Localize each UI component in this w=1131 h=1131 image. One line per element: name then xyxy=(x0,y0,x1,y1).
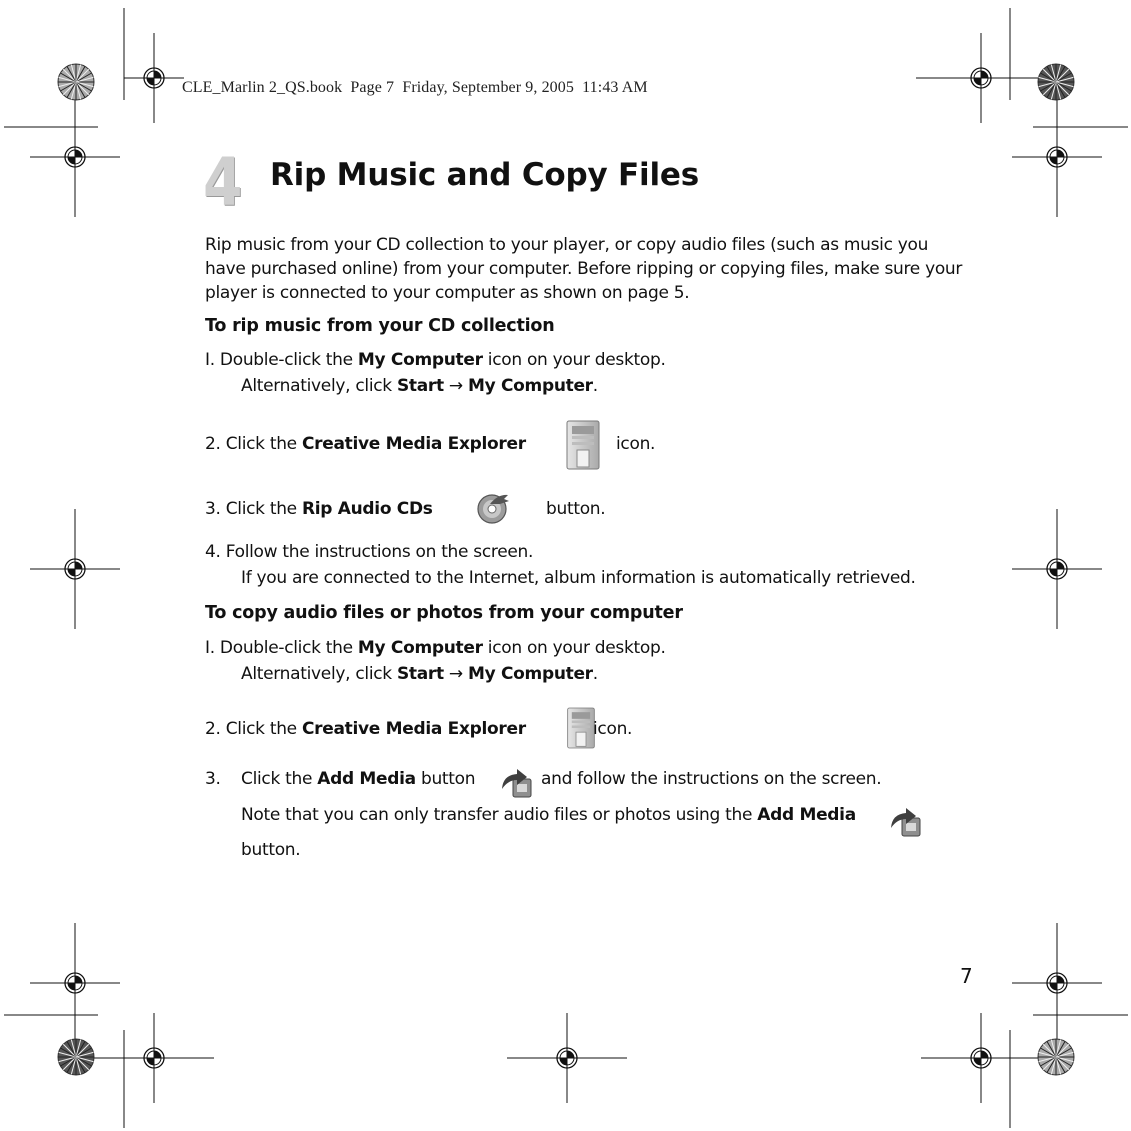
copy-step-1 xyxy=(205,638,666,658)
creative-media-explorer-icon xyxy=(565,420,601,474)
rip-audio-cds-icon xyxy=(476,490,512,530)
rip-step-1-alt xyxy=(241,376,598,396)
copy-step-2 xyxy=(205,719,526,739)
rip-step-3-bold: Rip Audio CDs xyxy=(301,499,433,519)
chapter-number: 4 xyxy=(203,144,243,221)
rip-step-4-note: If you are connected to the Internet, album information is automatically retrieved. xyxy=(241,568,916,588)
intro-line-3: player is connected to your computer as shown on page 5. xyxy=(205,283,690,303)
registration-mark-icon xyxy=(94,1013,214,1103)
copy-step-2-prefix: 2. Click the xyxy=(205,719,302,739)
registration-mark-icon xyxy=(916,33,1046,123)
copy-note-prefix: Note that you can only transfer audio files or photos using the xyxy=(241,805,758,825)
rip-step-4: 4. Follow the instructions on the screen. xyxy=(205,542,534,562)
page-number: 7 xyxy=(960,964,973,988)
rip-step-3-prefix: 3. Click the xyxy=(205,499,302,519)
color-wheel-icon xyxy=(58,1039,94,1075)
copy-note-last: button. xyxy=(241,840,301,860)
rip-step-1 xyxy=(205,350,666,370)
registration-mark-icon xyxy=(30,509,120,629)
add-media-icon xyxy=(499,765,535,805)
rip-step-1-prefix: I. Double-click the xyxy=(205,350,358,370)
rip-section-heading: To rip music from your CD collection xyxy=(205,316,555,336)
copy-step-1-suffix: icon on your desktop. xyxy=(482,638,666,658)
registration-mark-icon xyxy=(1012,509,1102,629)
page-title: Rip Music and Copy Files xyxy=(270,157,699,193)
copy-section-heading: To copy audio files or photos from your computer xyxy=(205,603,683,623)
rip-step-1-alt-prefix: Alternatively, click xyxy=(241,376,397,396)
rip-step-1-suffix: icon on your desktop. xyxy=(482,350,666,370)
registration-mark-icon xyxy=(1012,923,1102,1043)
copy-step-3-prefix: Click the xyxy=(241,769,318,789)
color-wheel-icon xyxy=(1038,64,1074,100)
copy-step-3-bold: Add Media xyxy=(317,769,416,789)
creative-media-explorer-icon xyxy=(566,704,596,756)
copy-step-2-suffix: icon. xyxy=(593,719,633,739)
copy-note-bold: Add Media xyxy=(757,805,856,825)
intro-line-2: have purchased online) from your computer. Before ripping or copying files, make sure your xyxy=(205,259,963,279)
registration-mark-icon xyxy=(124,33,184,123)
copy-note xyxy=(241,805,856,825)
registration-mark-icon xyxy=(30,923,120,1043)
add-media-icon xyxy=(888,804,924,844)
copy-step-1-alt-prefix: Alternatively, click xyxy=(241,664,397,684)
registration-mark-icon xyxy=(507,1013,627,1103)
rip-step-1-alt-computer: My Computer xyxy=(467,376,593,396)
copy-step-1-alt-arrow: → xyxy=(443,664,468,684)
color-wheel-icon xyxy=(58,64,94,100)
rip-step-2-prefix: 2. Click the xyxy=(205,434,302,454)
rip-step-2-bold: Creative Media Explorer xyxy=(301,434,526,454)
rip-step-2 xyxy=(205,434,526,454)
copy-step-1-alt-suffix: . xyxy=(592,664,598,684)
copy-step-1-prefix: I. Double-click the xyxy=(205,638,358,658)
rip-step-3-suffix: button. xyxy=(546,499,606,519)
copy-step-1-bold: My Computer xyxy=(357,638,483,658)
copy-step-1-alt-computer: My Computer xyxy=(467,664,593,684)
rip-step-1-alt-arrow: → xyxy=(443,376,468,396)
book-header: CLE_Marlin 2_QS.book Page 7 Friday, September 9, 2005 11:43 AM xyxy=(182,79,648,96)
registration-mark-icon xyxy=(921,1013,1041,1103)
rip-step-3 xyxy=(205,499,433,519)
copy-step-3-mid: button xyxy=(415,769,476,789)
copy-step-3-suffix: and follow the instructions on the screen. xyxy=(541,769,882,789)
copy-step-1-alt xyxy=(241,664,598,684)
copy-step-3-number: 3. xyxy=(205,769,221,789)
color-wheel-icon xyxy=(1038,1039,1074,1075)
rip-step-1-bold: My Computer xyxy=(357,350,483,370)
registration-mark-icon xyxy=(1012,97,1102,217)
copy-step-3 xyxy=(241,769,475,789)
rip-step-1-alt-suffix: . xyxy=(592,376,598,396)
intro-paragraph xyxy=(205,233,985,305)
rip-step-1-alt-start: Start xyxy=(396,376,444,396)
rip-step-2-suffix: icon. xyxy=(616,434,656,454)
registration-mark-icon xyxy=(30,97,120,217)
copy-step-2-bold: Creative Media Explorer xyxy=(301,719,526,739)
copy-step-1-alt-start: Start xyxy=(396,664,444,684)
intro-line-1: Rip music from your CD collection to your player, or copy audio files (such as music you xyxy=(205,235,929,255)
